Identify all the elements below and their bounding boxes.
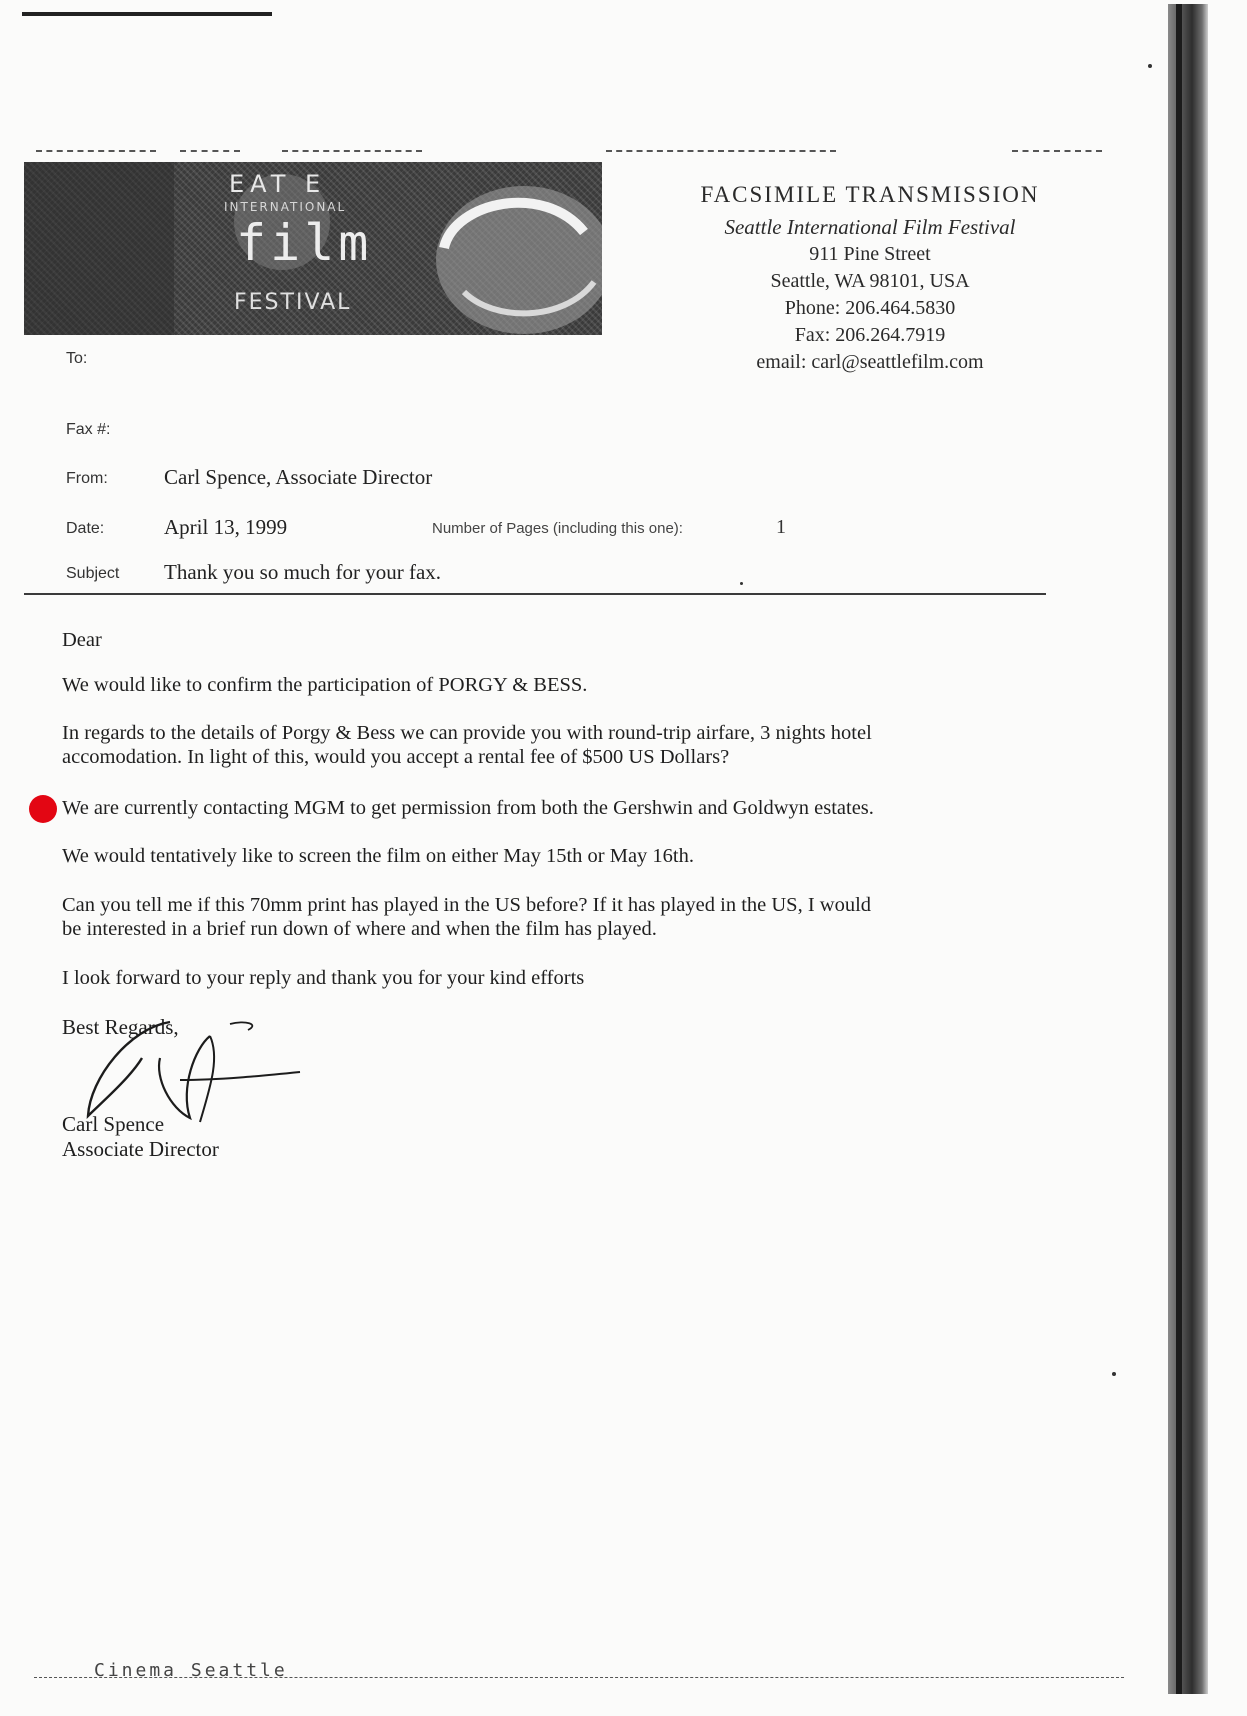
dash-rule — [180, 150, 240, 152]
subject-label: Subject — [66, 565, 120, 582]
festival-logo — [24, 162, 602, 335]
paragraph-print-line1: Can you tell me if this 70mm print has played in the US before? If it has played in the US, I would — [62, 894, 872, 916]
date-label: Date: — [66, 520, 105, 537]
organization-name: Seattle International Film Festival — [724, 215, 1016, 239]
fax-number: Fax: 206.264.7919 — [794, 324, 946, 346]
scan-speck — [1148, 64, 1152, 68]
from-label: From: — [66, 470, 108, 487]
logo-festival-text: FESTIVAL — [234, 290, 352, 315]
paragraph-details-line1: In regards to the details of Porgy & Bess we can provide you with round-trip airfare, 3 nights hotel — [62, 722, 872, 744]
signer-title: Associate Director — [62, 1137, 219, 1161]
from-value: Carl Spence, Associate Director — [164, 465, 433, 489]
paragraph-confirm: We would like to confirm the participation of PORGY & BESS. — [62, 674, 588, 696]
pages-label: Number of Pages (including this one): — [432, 520, 683, 537]
phone-number: Phone: 206.464.5830 — [784, 297, 956, 319]
dash-rule — [36, 150, 156, 152]
top-rule — [22, 12, 272, 16]
logo-top-text: EAT E — [229, 170, 327, 198]
dash-rule — [282, 150, 422, 152]
footer-text: Cinema Seattle — [94, 1660, 288, 1681]
email-address: email: carl@seattlefilm.com — [756, 351, 984, 373]
dash-rule — [1012, 150, 1102, 152]
scanner-edge — [1168, 4, 1208, 1694]
paragraph-print-line2: be interested in a brief run down of where and when the film has played. — [62, 918, 657, 940]
red-marker-dot — [29, 795, 57, 823]
scan-speck — [740, 582, 743, 585]
scan-speck — [1112, 1372, 1116, 1376]
paragraph-details-line2: accomodation. In light of this, would you accept a rental fee of $500 US Dollars? — [62, 746, 730, 768]
fax-title: FACSIMILE TRANSMISSION — [700, 182, 1040, 207]
dash-rule — [606, 150, 836, 152]
date-value: April 13, 1999 — [164, 515, 288, 539]
header-separator — [24, 593, 1046, 595]
paragraph-mgm: We are currently contacting MGM to get permission from both the Gershwin and Goldwyn estates. — [62, 797, 874, 819]
to-label: To: — [66, 350, 88, 367]
logo-middle-text: INTERNATIONAL — [224, 200, 347, 214]
address-city: Seattle, WA 98101, USA — [770, 270, 970, 292]
fax-label: Fax #: — [66, 421, 111, 438]
pages-value: 1 — [776, 516, 786, 538]
logo-film-text: film — [236, 214, 373, 272]
paragraph-closing: I look forward to your reply and thank you for your kind efforts — [62, 967, 585, 989]
paragraph-screening: We would tentatively like to screen the film on either May 15th or May 16th. — [62, 845, 694, 867]
best-regards: Best Regards, — [62, 1015, 179, 1039]
scanner-edge-inner — [1176, 4, 1182, 1694]
salutation: Dear — [62, 629, 102, 651]
subject-value: Thank you so much for your fax. — [164, 560, 442, 584]
signer-name: Carl Spence — [62, 1112, 165, 1136]
address-street: 911 Pine Street — [809, 243, 931, 265]
